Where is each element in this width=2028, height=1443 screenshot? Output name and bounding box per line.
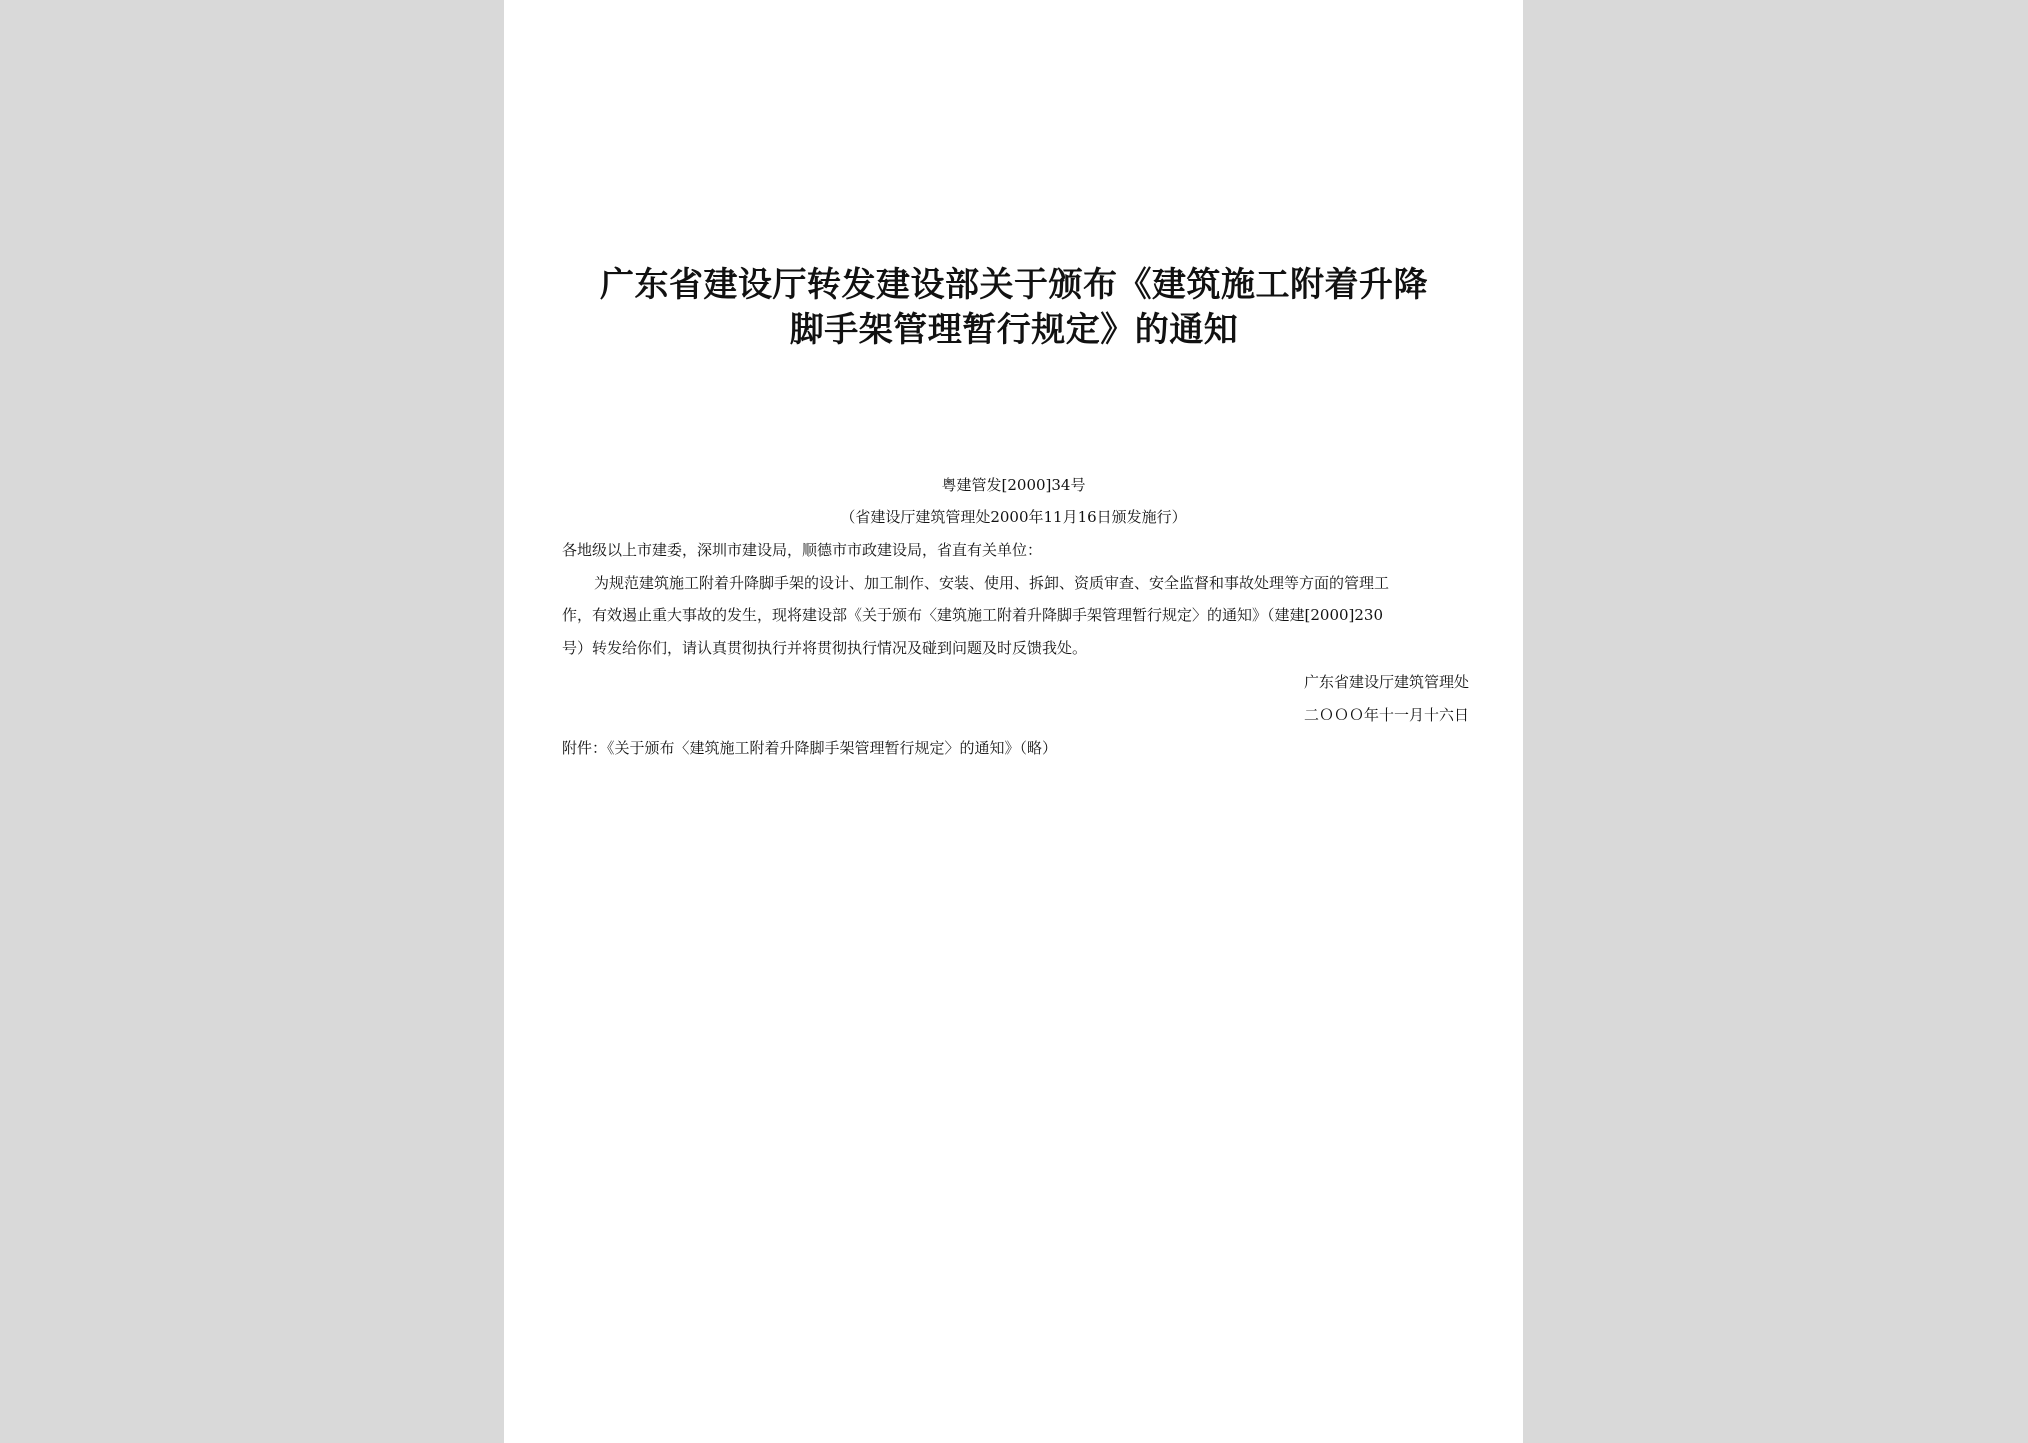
body-line-2: 作，有效遏止重大事故的发生，现将建设部《关于颁布〈建筑施工附着升降脚手架管理暂行规定〉的通知》（建建[2000]230 bbox=[562, 606, 1384, 624]
body-line-3: 号）转发给你们，请认真贯彻执行并将贯彻执行情况及碰到问题及时反馈我处。 bbox=[562, 639, 1088, 657]
addressee: 各地级以上市建委，深圳市建设局，顺德市市政建设局，省直有关单位： bbox=[562, 541, 1043, 559]
signer: 广东省建设厅建筑管理处 bbox=[1303, 673, 1469, 691]
issue-date: 二ＯＯＯ年十一月十六日 bbox=[1303, 706, 1469, 724]
document-number: 粤建管发[2000]34号 bbox=[941, 476, 1086, 494]
document-title bbox=[544, 263, 1484, 353]
body-line-1: 为规范建筑施工附着升降脚手架的设计、加工制作、安装、使用、拆卸、资质审查、安全监督和事故处理等方面的管理工 bbox=[594, 574, 1390, 592]
document-page bbox=[504, 0, 1523, 1443]
issue-note: （省建设厅建筑管理处2000年11月16日颁发施行） bbox=[840, 508, 1187, 526]
title-line-1: 广东省建设厅转发建设部关于颁布《建筑施工附着升降 bbox=[600, 265, 1428, 305]
attachment-note: 附件：《关于颁布〈建筑施工附着升降脚手架管理暂行规定〉的通知》（略） bbox=[562, 739, 1058, 757]
title-line-2: 脚手架管理暂行规定》的通知 bbox=[789, 310, 1239, 350]
